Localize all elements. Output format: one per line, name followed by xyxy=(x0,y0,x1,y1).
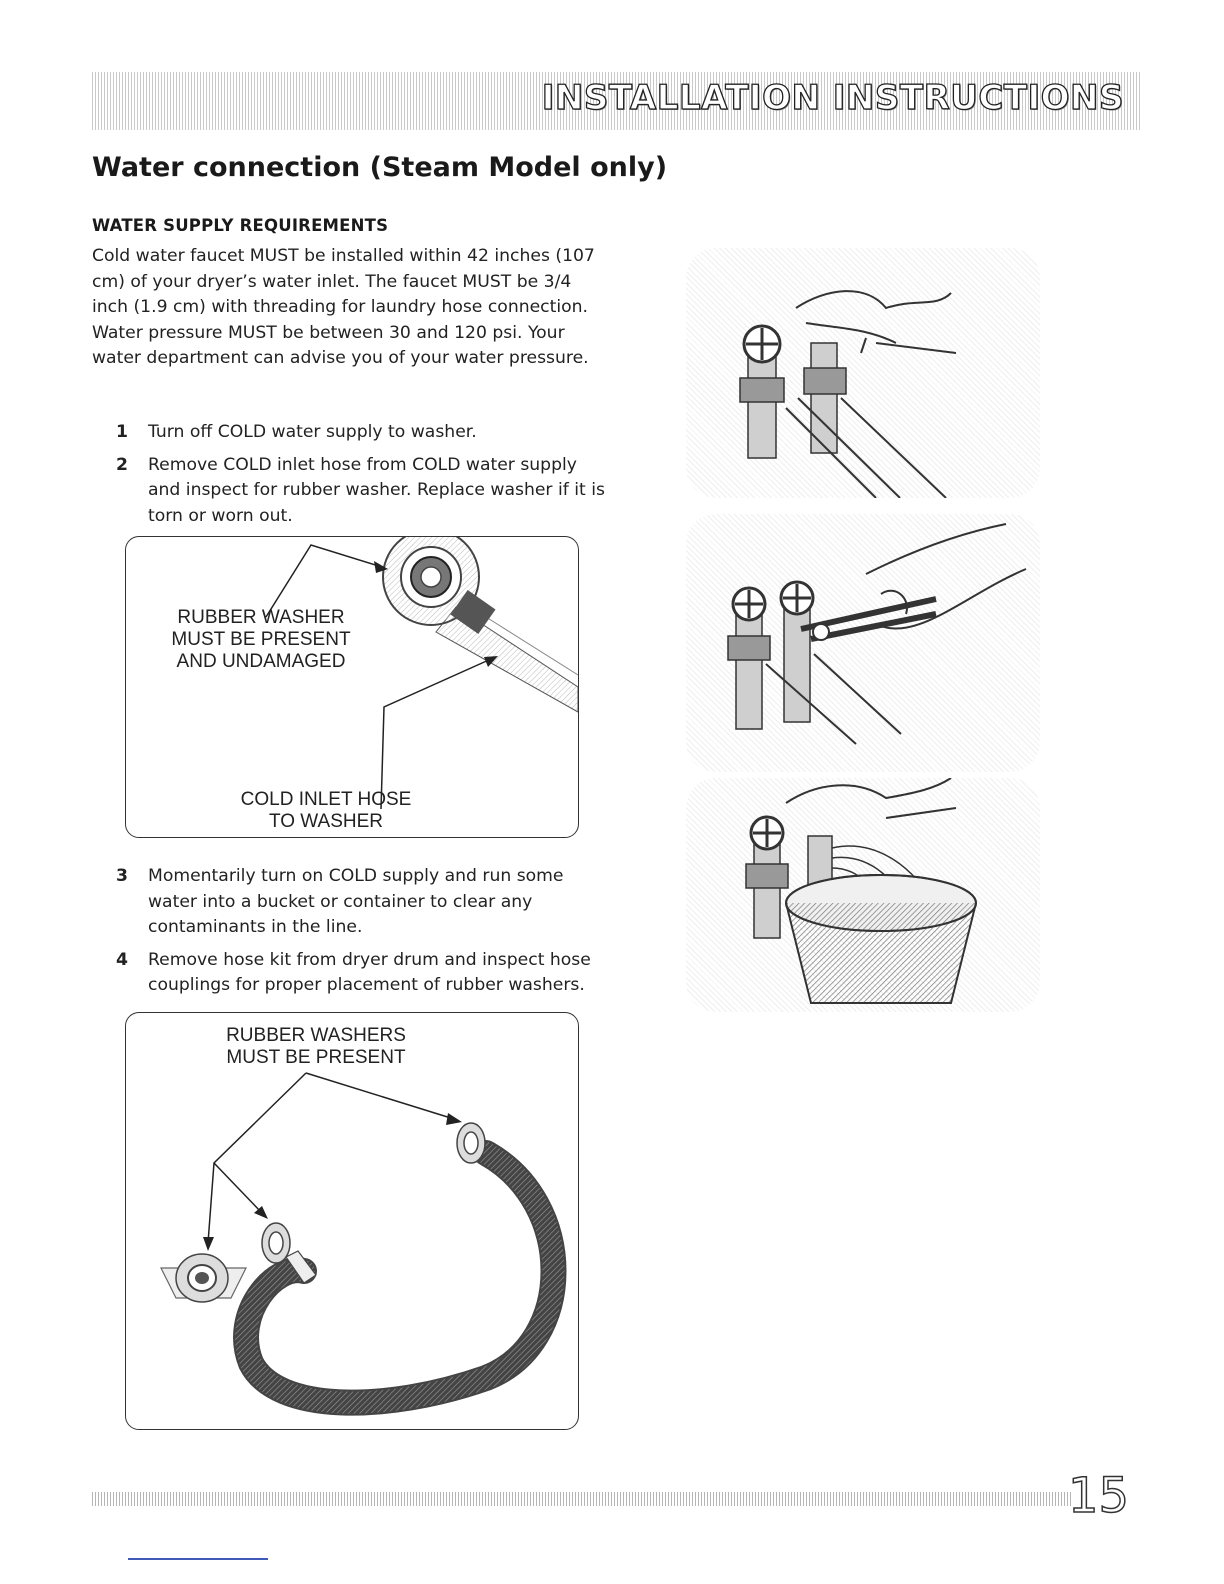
requirements-heading: WATER SUPPLY REQUIREMENTS xyxy=(92,216,389,235)
label-line: MUST BE PRESENT xyxy=(171,629,351,650)
footer-bar xyxy=(92,1492,1072,1506)
illustration-remove-hose xyxy=(686,514,1040,772)
label-line: AND UNDAMAGED xyxy=(176,651,346,672)
label-line: RUBBER WASHER xyxy=(177,607,345,628)
label-line: TO WASHER xyxy=(268,811,383,832)
requirements-paragraph: Cold water faucet MUST be installed within 42 inches (107 cm) of your dryer’s water inlet. The faucet MUST be 3/4 inch (1.9 cm) with threading for laundry hose connection. Water pressure MUST be between 30 and 120 psi. Your water department can advise you of your water pressure. xyxy=(92,246,595,369)
figure-hose-kit xyxy=(125,1012,579,1430)
hand-turning-faucet-icon xyxy=(686,248,1040,498)
step-text: Turn off COLD water supply to washer. xyxy=(148,422,477,442)
figure2-label xyxy=(206,1025,426,1069)
step-number: 2 xyxy=(116,454,128,475)
section-title: Water connection (Steam Model only) xyxy=(92,152,668,183)
step-item xyxy=(92,948,612,999)
step-number: 1 xyxy=(116,422,128,442)
step-number: 4 xyxy=(116,949,128,970)
step-number: 3 xyxy=(116,866,128,886)
step-text: Remove COLD inlet hose from COLD water supply and inspect for rubber washer. Replace washer if it is torn or worn out. xyxy=(148,454,605,526)
step-text: Momentarily turn on COLD supply and run some water into a bucket or container to clear any contaminants in the line. xyxy=(148,866,564,938)
steps-list-b xyxy=(92,864,612,1006)
header-title: INSTALLATION INSTRUCTIONS xyxy=(541,78,1124,118)
header-bar xyxy=(92,72,1142,130)
label-line: COLD INLET HOSE xyxy=(240,789,412,810)
bottom-divider xyxy=(128,1558,268,1560)
figure1-label-washer xyxy=(156,607,366,673)
step-item xyxy=(92,864,612,941)
label-line: RUBBER WASHERS xyxy=(226,1025,406,1046)
hose-kit-icon xyxy=(126,1013,578,1429)
step-item xyxy=(92,453,612,530)
label-line: MUST BE PRESENT xyxy=(226,1047,406,1068)
illustration-turn-off-faucet xyxy=(686,248,1040,498)
page-number: 15 xyxy=(1068,1468,1130,1524)
figure-rubber-washer xyxy=(125,536,579,838)
water-into-bucket-icon xyxy=(686,778,1040,1012)
step-item xyxy=(92,420,612,446)
illustration-flush-line xyxy=(686,778,1040,1012)
steps-list-a xyxy=(92,420,612,536)
step-text: Remove hose kit from dryer drum and inspect hose couplings for proper placement of rubber washers. xyxy=(148,949,591,996)
pliers-on-valve-icon xyxy=(686,514,1040,772)
figure1-label-hose xyxy=(206,789,446,833)
